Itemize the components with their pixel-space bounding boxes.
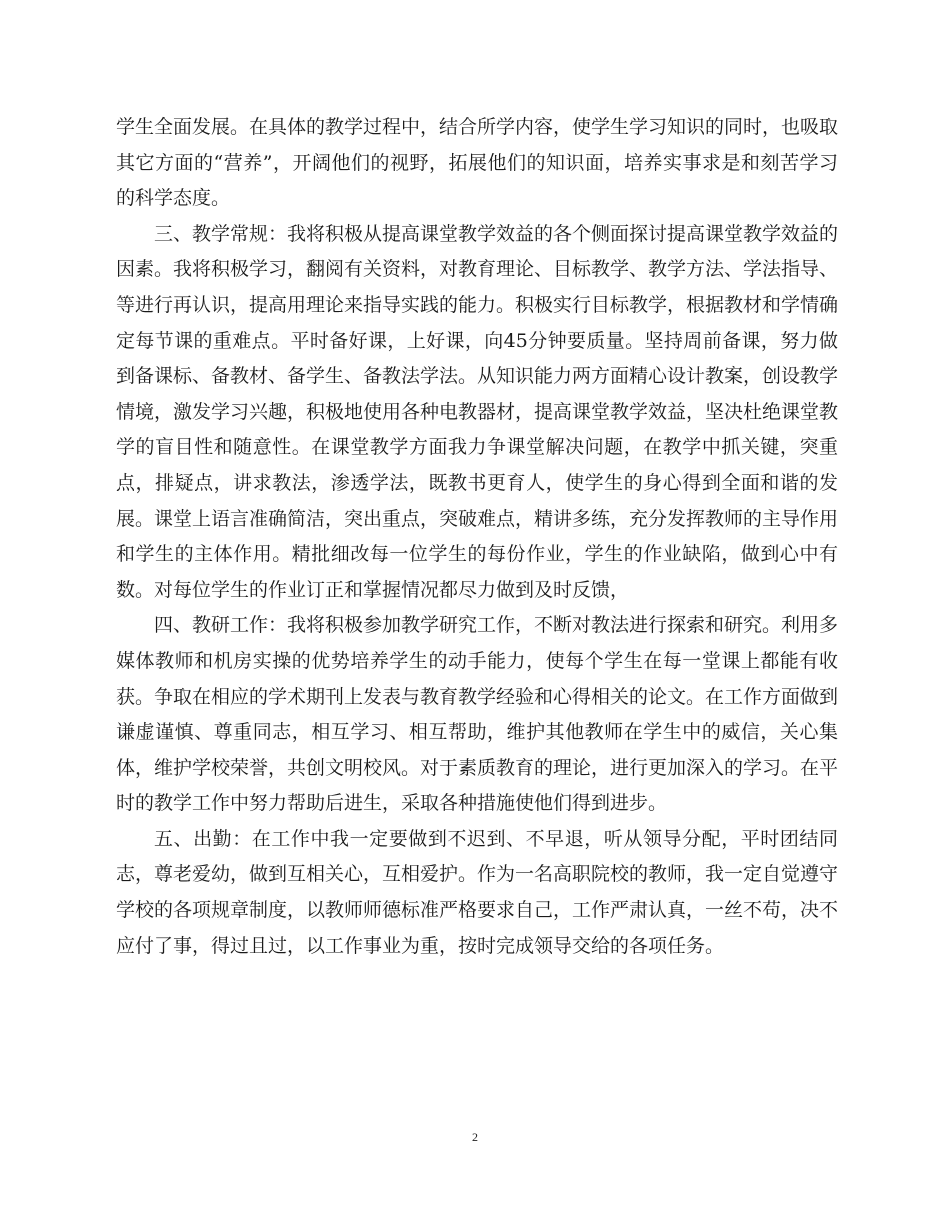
paragraph-teaching-research: 四、教研工作：我将积极参加教学研究工作，不断对教法进行探索和研究。利用多媒体教师和机房实操的优势培养学生的动手能力，使每个学生在每一堂课上都能有收获。争取在相应的学术期刊上发表与教育教学经验和心得相关的论文。在工作方面做到谦虚谨慎、尊重同志，相互学习、相互帮助，维护其他教师在学生中的威信，关心集体，维护学校荣誉，共创文明校风。对于素质教育的理论，进行更加深入的学习。在平时的教学工作中努力帮助后进生，采取各种措施使他们得到进步。	[116, 614, 839, 815]
document-body	[116, 110, 838, 964]
paragraph-continuation: 学生全面发展。在具体的教学过程中，结合所学内容，使学生学习知识的同时，也吸取其它方面的“营养”，开阔他们的视野，拓展他们的知识面，培养实事求是和刻苦学习的科学态度。	[116, 116, 839, 210]
page-number: 2	[472, 1130, 478, 1144]
paragraph-teaching-routine: 三、教学常规：我将积极从提高课堂教学效益的各个侧面探讨提高课堂教学效益的因素。我将积极学习，翻阅有关资料，对教育理论、目标教学、教学方法、学法指导、等进行再认识，提高用理论来指导实践的能力。积极实行目标教学，根据教材和学情确定每节课的重难点。平时备好课，上好课，向45分钟要质量。坚持周前备课，努力做到备课标、备教材、备学生、备教法学法。从知识能力两方面精心设计教案，创设教学情境，激发学习兴趣，积极地使用各种电教器材，提高课堂教学效益，坚决杜绝课堂教学的盲目性和随意性。在课堂教学方面我力争课堂解决问题，在教学中抓关键，突重点，排疑点，讲求教法，渗透学法，既教书更育人，使学生的身心得到全面和谐的发展。课堂上语言准确简洁，突出重点，突破难点，精讲多练，充分发挥教师的主导作用和学生的主体作用。精批细改每一位学生的每份作业，学生的作业缺陷，做到心中有数。对每位学生的作业订正和掌握情况都尽力做到及时反馈，	[116, 222, 839, 601]
paragraph-attendance: 五、出勤：在工作中我一定要做到不迟到、不早退，听从领导分配，平时团结同志，尊老爱幼，做到互相关心，互相爱护。作为一名高职院校的教师，我一定自觉遵守学校的各项规章制度，以教师师德标准严格要求自己，工作严肃认真，一丝不苟，决不应付了事，得过且过，以工作事业为重，按时完成领导交给的各项任务。	[116, 827, 839, 957]
